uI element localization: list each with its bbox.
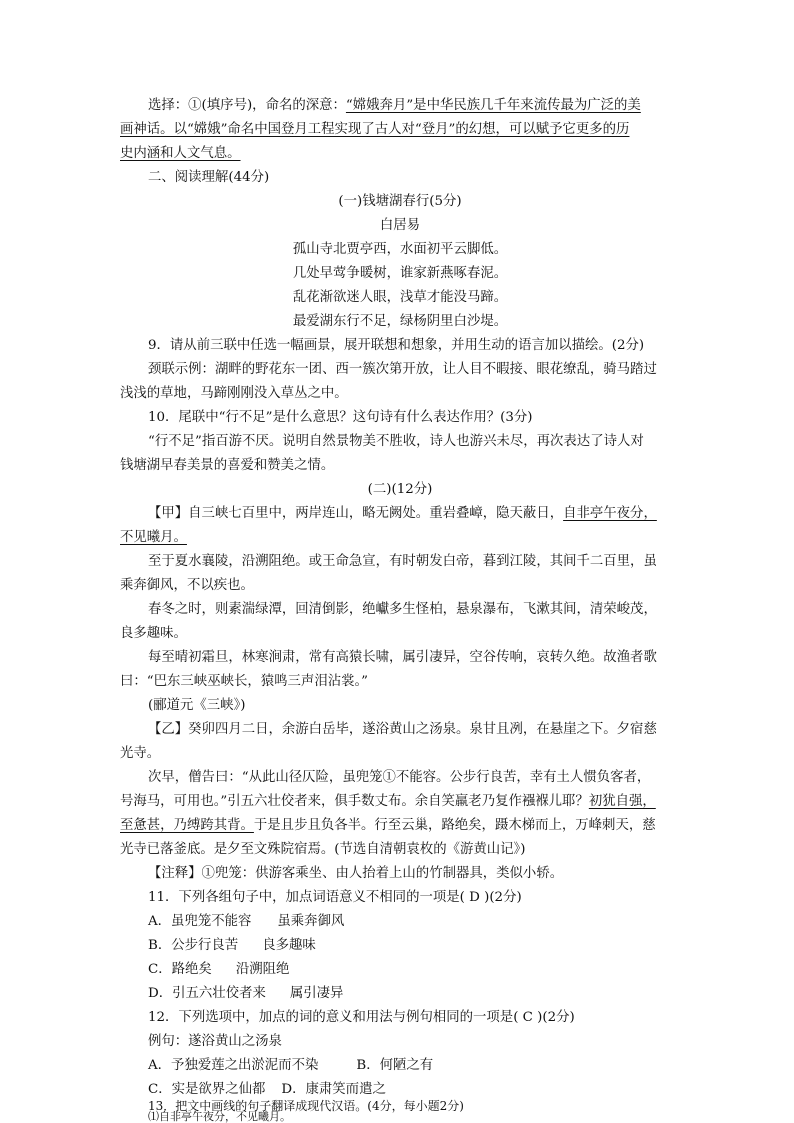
- answer-10-line-2: 钱塘湖早春美景的喜爱和赞美之情。: [120, 458, 335, 473]
- intro-line-1: [148, 96, 641, 116]
- poem-line: 几处早莺争暖树，谁家新燕啄春泥。: [292, 266, 508, 281]
- option-label: B．公步行良苦: [148, 938, 239, 953]
- jia-line-8: 曰：“巴东三峡巫峡长，猿鸣三声泪沾裳。”: [120, 674, 369, 689]
- option-label: D．引五六壮佼者来: [148, 986, 266, 1001]
- option-c: C．实是欲界之仙都: [148, 1082, 266, 1097]
- yi-line-5: [120, 816, 656, 836]
- jia-line-3: 至于夏水襄陵，沿溯阻绝。或王命急宣，有时朝发白帝，暮到江陵，其间千二百里，虽: [148, 554, 657, 569]
- jia-line-4: 乘奔御风，不以疾也。: [120, 578, 254, 593]
- option-d: D．康肃笑而遣之: [281, 1082, 386, 1097]
- jia-line-6: 良多趣味。: [120, 626, 187, 641]
- yi-underlined: 至惫甚，乃缚跨其背。: [120, 818, 254, 833]
- jia-underlined: 自非亭午夜分，: [563, 506, 657, 521]
- poem-line: 孤山寺北贾亭西，水面初平云脚低。: [292, 242, 508, 257]
- answer-9-line-2: 浅浅的草地，马蹄刚刚没入草丛之中。: [120, 386, 348, 401]
- yi-line-6: 光寺已落釜底。是夕至文殊院宿焉。(节选自清朝袁枚的《游黄山记》): [120, 842, 526, 857]
- part2-heading: (二)(12分): [367, 482, 433, 497]
- option-b: B．何陋之有: [356, 1058, 434, 1073]
- q11-option-a: [148, 912, 344, 932]
- section-heading: 二、阅读理解(44分): [148, 170, 270, 185]
- question-12: 12．下列选项中，加点的词的意义和用法与例句相同的一项是( C )(2分): [148, 1010, 575, 1025]
- poem-author: 白居易: [379, 218, 421, 233]
- intro-line-3: 史内涵和人文气息。: [120, 146, 241, 161]
- jia-line-5: 春冬之时，则素湍绿潭，回清倒影，绝巘多生怪柏，悬泉瀑布，飞漱其间，清荣峻茂，: [148, 602, 657, 617]
- jia-line-2: 不见曦月。: [120, 530, 187, 545]
- poem-line: 最爱湖东行不足，绿杨阴里白沙堤。: [292, 314, 508, 329]
- option-pair: 虽乘奔御风: [277, 914, 345, 929]
- q12-example: 例句：遂浴黄山之汤泉: [148, 1034, 282, 1049]
- option-a: A．予独爱莲之出淤泥而不染: [148, 1058, 319, 1073]
- q11-option-b: [148, 936, 316, 956]
- jia-line-1: [148, 504, 657, 524]
- question-11: 11．下列各组句子中，加点词语意义不相同的一项是( D )(2分): [148, 890, 522, 905]
- yi-underlined: 初犹自强，: [588, 794, 656, 809]
- poem-heading: (一)钱塘湖春行(5分): [338, 194, 462, 209]
- q12-options-cd: [148, 1080, 386, 1100]
- yi-line-3: 次早，僧告曰：“从此山径仄险，虽兜笼①不能容。公步行良苦，幸有土人惯负客者，: [148, 770, 651, 785]
- answer-9-line-1: 颈联示例：湖畔的野花东一团、西一簇次第开放，让人目不暇接、眼花缭乱，骑马踏过: [148, 362, 657, 377]
- yi-text: 于是且步且负各半。行至云巢，路绝矣，蹑木梯而上，万峰刺天，慈: [253, 818, 656, 833]
- q11-option-d: [148, 984, 343, 1004]
- q12-options-ab: [148, 1056, 433, 1076]
- question-9: 9．请从前三联中任选一幅画景，展开联想和想象，并用生动的语言加以描绘。(2分): [148, 338, 645, 353]
- jia-source: (郦道元《三峡》): [148, 698, 246, 713]
- poem-line: 乱花渐欲迷人眼，浅草才能没马蹄。: [292, 290, 508, 305]
- question-13: 13．把文中画线的句子翻译成现代汉语。(4分，每小题2分): [148, 1099, 464, 1113]
- option-label: C．路绝矣: [148, 962, 212, 977]
- annotation-note: 【注释】①兜笼：供游客乘坐、由人抬着上山的竹制器具，类似小轿。: [148, 866, 564, 881]
- option-pair: 良多趣味: [262, 938, 316, 953]
- answer-10-line-1: “行不足”指百游不厌。说明自然景物美不胜收，诗人也游兴未尽，再次表达了诗人对: [148, 434, 644, 449]
- yi-line-1: 【乙】癸卯四月二日，余游白岳毕，遂浴黄山之汤泉。泉甘且冽，在悬崖之下。夕宿慈: [148, 722, 657, 737]
- option-pair: 属引凄异: [289, 986, 344, 1001]
- intro-text: 选择：①(填序号)，命名的深意：: [148, 98, 346, 113]
- question-13-sub-1: ⑴自非亭午夜分，不见曦月。: [148, 1110, 291, 1123]
- q11-option-c: [148, 960, 289, 980]
- intro-line-2: 画神话。以“嫦娥”命名中国登月工程实现了古人对“登月”的幻想，可以赋予它更多的历: [120, 122, 630, 137]
- option-pair: 沿溯阻绝: [235, 962, 290, 977]
- intro-underlined: “嫦娥奔月”是中华民族几千年来流传最为广泛的美: [345, 98, 641, 113]
- yi-line-2: 光寺。: [120, 746, 161, 761]
- question-10: 10．尾联中“行不足”是什么意思？这句诗有什么表达作用？(3分): [148, 410, 533, 425]
- jia-text: 【甲】自三峡七百里中，两岸连山，略无阙处。重岩叠嶂，隐天蔽日，: [148, 506, 564, 521]
- yi-line-4: [120, 792, 656, 812]
- yi-text: 号海马，可用也。”引五六壮佼者来，俱手数丈布。余自笑羸老乃复作襁褓儿耶？: [120, 794, 589, 809]
- jia-line-7: 每至晴初霜旦，林寒涧肃，常有高猿长啸，属引凄异，空谷传响，哀转久绝。故渔者歌: [148, 650, 657, 665]
- option-label: A．虽兜笼不能容: [148, 914, 252, 929]
